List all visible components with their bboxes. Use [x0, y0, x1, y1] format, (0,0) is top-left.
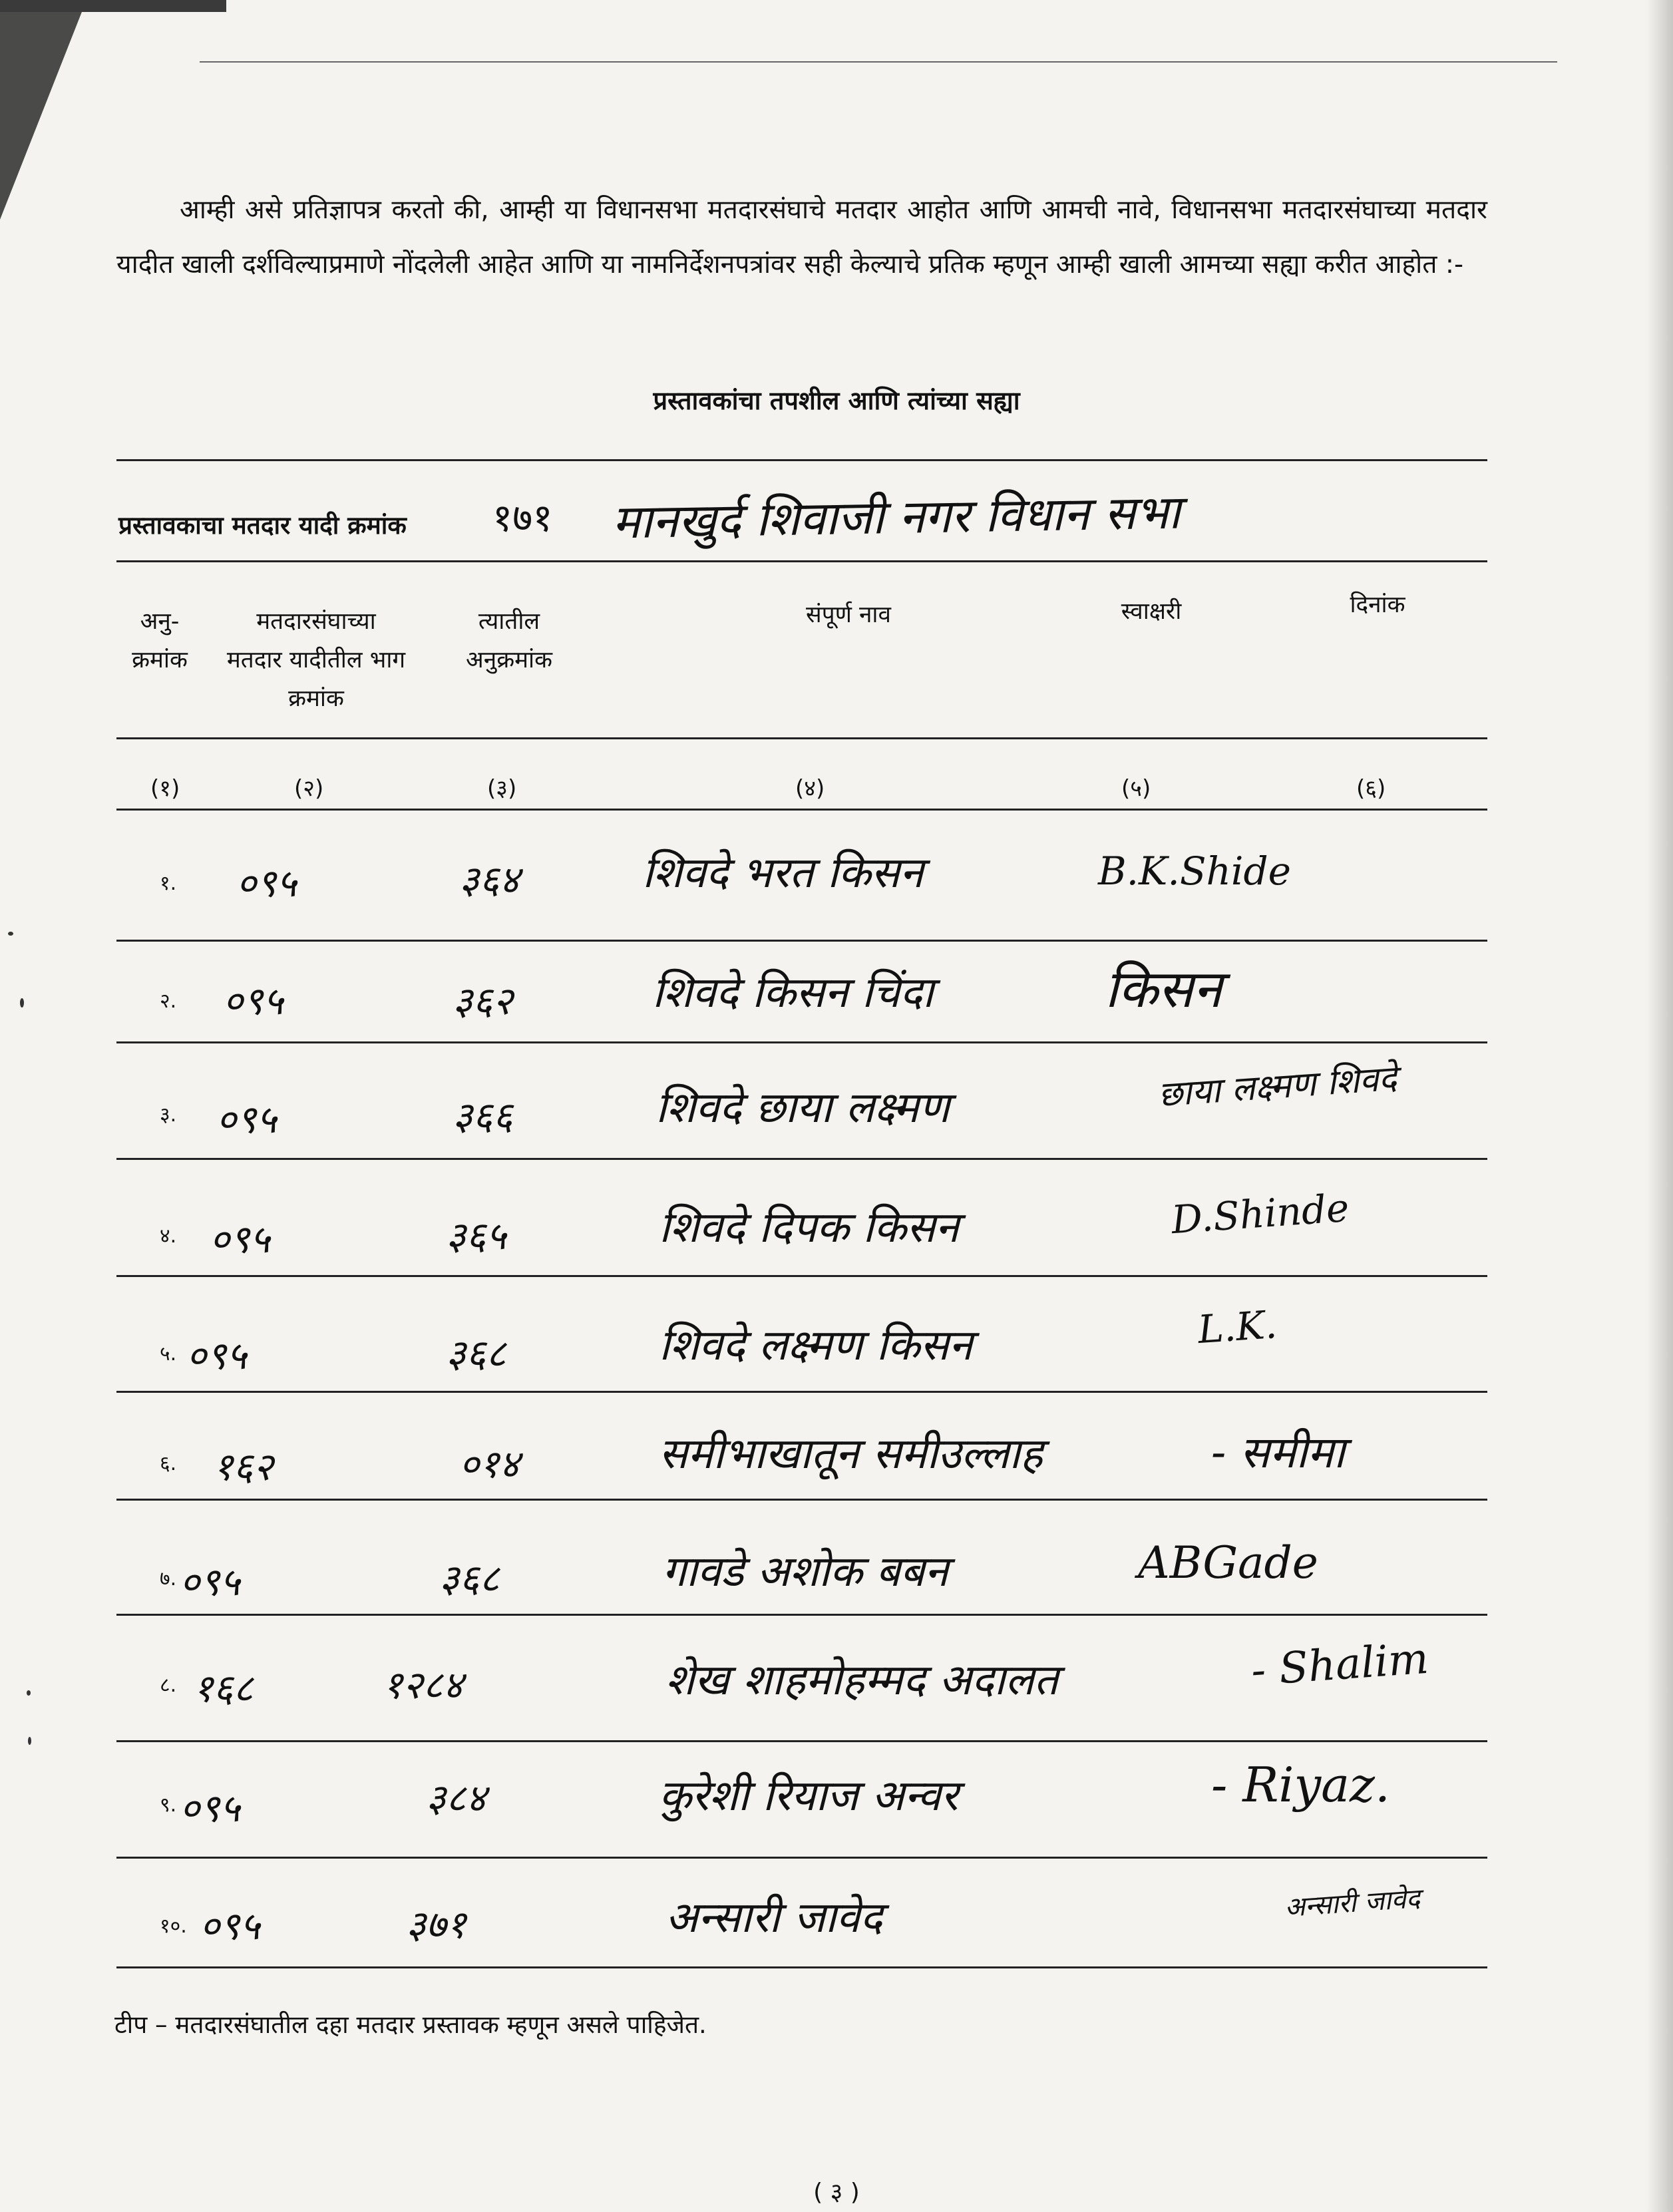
row-full-name: शिवदे छाया लक्ष्मण — [655, 1083, 950, 1133]
header-full-name: संपूर्ण नाव — [806, 602, 891, 628]
row-serial: ९. — [160, 1793, 177, 1817]
row-signature: ABGade — [1138, 1537, 1318, 1588]
row-serial-in-part: ३६८ — [446, 1331, 506, 1376]
row-part-number: १६२ — [213, 1444, 274, 1489]
row-part-number: ०९५ — [210, 1216, 270, 1262]
rule-below-heading — [116, 459, 1487, 461]
scan-speck — [8, 932, 13, 936]
row-divider — [116, 1275, 1487, 1277]
row-serial-in-part: १२८४ — [383, 1662, 463, 1708]
footer-note: टीप – मतदारसंघातील दहा मतदार प्रस्तावक म्हणून असले पाहिजेत. — [114, 2010, 707, 2039]
row-divider — [116, 940, 1487, 942]
row-signature: B.K.Shide — [1098, 848, 1291, 894]
row-serial: ५. — [160, 1342, 177, 1366]
row-divider — [116, 1857, 1487, 1859]
row-serial-in-part: ३६४ — [459, 857, 520, 902]
header-part-number: मतदारसंघाच्या मतदार यादीतील भाग क्रमांक — [226, 608, 406, 712]
header-date: दिनांक — [1350, 592, 1405, 618]
row-serial-in-part: ३८४ — [426, 1775, 486, 1821]
row-full-name: शिवदे भरत किसन — [642, 848, 924, 898]
row-part-number: ०९५ — [216, 1097, 277, 1142]
column-number-1: (१) — [150, 775, 180, 802]
row-divider — [116, 1740, 1487, 1742]
row-part-number: ०९५ — [186, 1333, 247, 1378]
row-full-name: शिवदे दिपक किसन — [659, 1203, 959, 1252]
row-serial-in-part: ३७१ — [406, 1902, 466, 1947]
row-serial-in-part: ३६५ — [446, 1213, 506, 1258]
row-divider — [116, 1391, 1487, 1393]
row-part-number: ०९५ — [180, 1559, 240, 1604]
row-serial: ४. — [160, 1224, 177, 1248]
reference-label: प्रस्तावकाचा मतदार यादी क्रमांक — [118, 511, 407, 540]
row-signature: - समीमा — [1211, 1427, 1346, 1478]
row-serial: ७. — [160, 1567, 177, 1590]
row-part-number: ०९५ — [236, 860, 297, 906]
header-signature: स्वाक्षरी — [1121, 598, 1182, 625]
row-full-name: अन्सारी जावेद — [665, 1893, 883, 1942]
row-full-name: गावडे अशोक बबन — [662, 1547, 948, 1596]
rule-table-bottom — [116, 1966, 1487, 1968]
row-serial: ८. — [160, 1674, 177, 1697]
row-signature: L.K. — [1196, 1301, 1278, 1353]
column-number-6: (६) — [1356, 775, 1386, 802]
row-serial-in-part: ३६२ — [453, 978, 513, 1023]
scan-speck — [28, 1737, 31, 1745]
row-divider — [116, 1499, 1487, 1501]
row-serial-in-part: ०१४ — [459, 1441, 520, 1487]
row-full-name: शेख शाहमोहम्मद अदालत — [665, 1656, 1059, 1705]
rule-below-reference — [116, 560, 1487, 562]
top-border-line — [200, 61, 1557, 63]
row-serial-in-part: ३६८ — [439, 1556, 500, 1601]
row-serial: ६. — [160, 1452, 177, 1475]
row-part-number: ०९५ — [223, 978, 283, 1023]
reference-number: १७१ — [492, 495, 553, 540]
scan-speck — [27, 1690, 31, 1696]
declaration-paragraph — [116, 183, 1487, 292]
row-serial: २. — [160, 990, 177, 1013]
row-signature: - Riyaz. — [1211, 1757, 1390, 1813]
row-part-number: ०९५ — [200, 1903, 260, 1948]
declaration-text: आम्ही असे प्रतिज्ञापत्र करतो की, आम्ही या विधानसभा मतदारसंघाचे मतदार आहोत आणि आमची नावे, विधानसभा मतदारसंघाच्या मतदार यादीत खाली दर्शविल्याप्रमाणे नोंदलेली आहेत आणि या नामनिर्देशनपत्रांवर सही केल्याचे प्रतिक म्हणून आम्ही खाली आमच्या सह्या करीत आहोत :- — [116, 195, 1487, 279]
proposers-heading: प्रस्तावकांचा तपशील आणि त्यांच्या सह्या — [653, 386, 1020, 415]
row-divider — [116, 1041, 1487, 1043]
row-full-name: समीभाखातून समीउल्लाह — [659, 1429, 1043, 1479]
rule-below-headers — [116, 737, 1487, 739]
row-signature: किसन — [1105, 960, 1222, 1019]
row-full-name: शिवदे किसन चिंदा — [652, 968, 934, 1017]
reference-constituency-handwritten: मानखुर्द शिवाजी नगर विधान सभा — [612, 484, 1181, 550]
scan-edge-strip — [0, 0, 226, 12]
row-signature: अन्सारी जावेद — [1283, 1883, 1421, 1924]
row-full-name: शिवदे लक्ष्मण किसन — [659, 1321, 973, 1370]
row-serial-in-part: ३६६ — [453, 1093, 513, 1139]
row-signature: - Shalim — [1249, 1634, 1431, 1696]
rule-table-top — [116, 809, 1487, 811]
page-right-shadow — [1646, 0, 1673, 2212]
row-divider — [116, 1614, 1487, 1616]
column-number-2: (२) — [294, 775, 324, 802]
scan-edge-shadow — [0, 0, 87, 220]
scan-speck — [20, 998, 24, 1008]
row-part-number: ०९५ — [180, 1785, 240, 1831]
page-number: ( ३ ) — [813, 2179, 860, 2206]
column-number-3: (३) — [487, 775, 517, 802]
header-serial: अनु- क्रमांक — [132, 608, 188, 673]
column-number-5: (५) — [1121, 775, 1151, 802]
row-serial: ३. — [160, 1103, 177, 1127]
row-signature: D.Shinde — [1169, 1185, 1351, 1243]
header-serial-in-part: त्यातील अनुक्रमांक — [466, 608, 552, 673]
row-part-number: १६८ — [193, 1666, 254, 1711]
row-full-name: कुरेशी रियाज अन्वर — [659, 1771, 958, 1821]
row-serial: १०. — [160, 1915, 187, 1938]
row-signature: छाया लक्ष्मण शिवदे — [1157, 1058, 1398, 1115]
column-number-4: (४) — [795, 775, 825, 802]
row-divider — [116, 1158, 1487, 1160]
row-serial: १. — [160, 872, 177, 895]
